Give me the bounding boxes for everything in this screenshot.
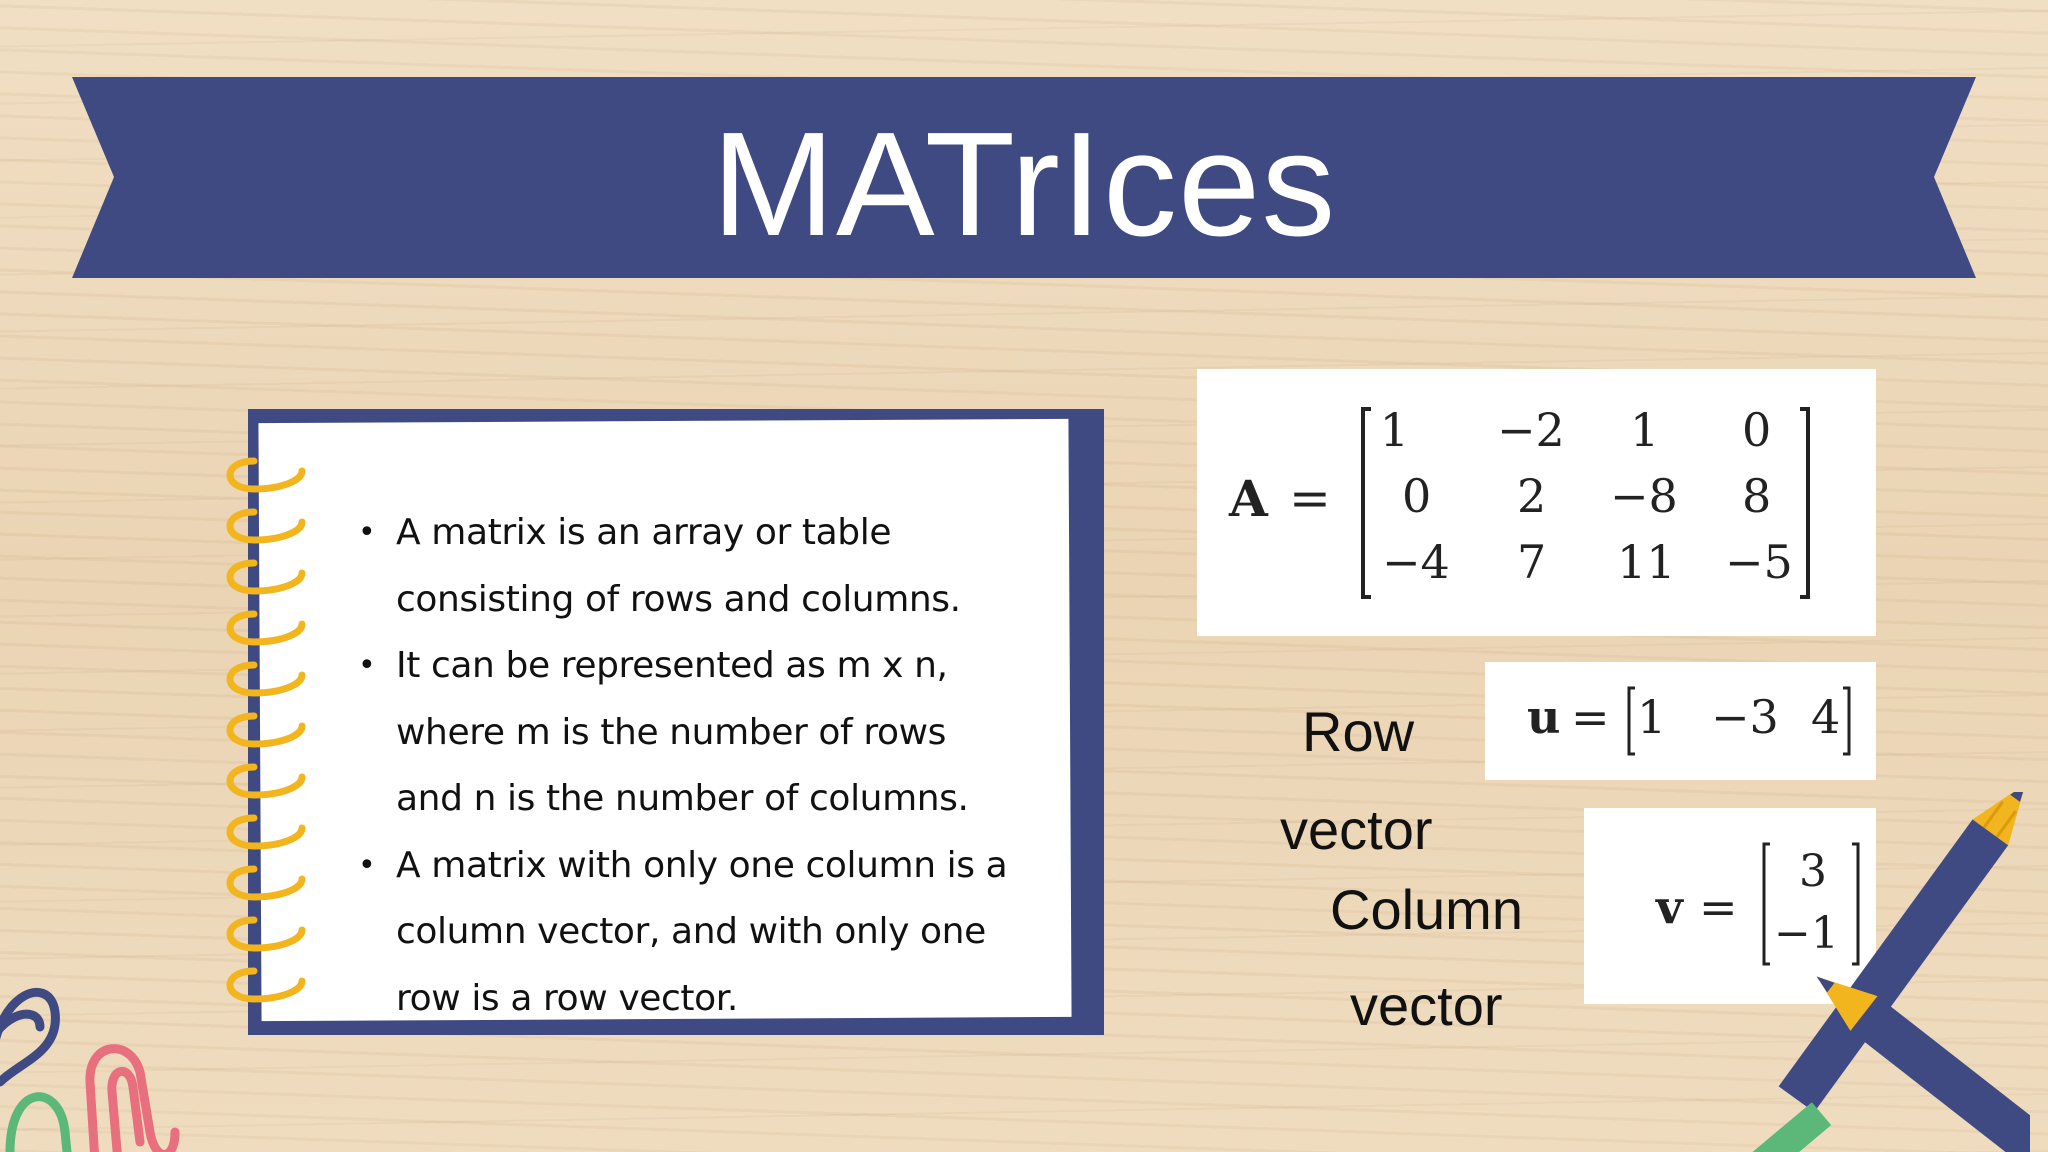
paperclip-icon xyxy=(0,932,200,1152)
row-vector-label: vector xyxy=(1280,798,1433,861)
pencil-icon xyxy=(1740,792,2030,1152)
page-title: MATrIces xyxy=(711,101,1337,267)
matrix-a-cell: 11 xyxy=(1617,535,1676,589)
note-item: • It can be represented as m x n, where m is the number of rows and n is the number of columns. xyxy=(354,633,1014,833)
note-item: • A matrix is an array or table consisting of rows and columns. xyxy=(354,500,1014,633)
row-label: Row xyxy=(1302,700,1415,763)
notes-list xyxy=(354,500,1014,1032)
matrix-a-cell: 8 xyxy=(1742,469,1772,523)
row-vector-name: u xyxy=(1527,690,1561,744)
column-vector-name: v xyxy=(1656,880,1683,934)
matrix-a-cell: −5 xyxy=(1725,535,1793,589)
title-banner xyxy=(72,77,1976,278)
matrix-a-cell: −4 xyxy=(1382,535,1450,589)
row-vector-value: 4 xyxy=(1811,690,1841,744)
column-vector-equals: = xyxy=(1699,880,1738,934)
matrix-a-name: A xyxy=(1229,469,1268,528)
matrix-a-equals: = xyxy=(1289,469,1331,527)
column-vector-value: 3 xyxy=(1799,846,1827,897)
note-item: • A matrix with only one column is a column vector, and with only one row is a row vector. xyxy=(354,833,1014,1033)
column-label: Column xyxy=(1330,878,1523,941)
matrix-a-cell: 1 xyxy=(1630,403,1660,457)
column-vector-value: −1 xyxy=(1774,908,1839,959)
matrix-a-card: A = 1 −2 1 0 0 2 −8 8 −4 7 11 −5 xyxy=(1197,369,1876,636)
spiral-binding-icon xyxy=(214,445,324,1025)
matrix-a-cell: 2 xyxy=(1517,469,1547,523)
matrix-a-cell: 0 xyxy=(1742,403,1772,457)
matrix-a-cell: 7 xyxy=(1517,535,1547,589)
row-vector-card xyxy=(1485,662,1876,780)
row-vector-equals: = xyxy=(1571,690,1610,744)
matrix-a-cell: −2 xyxy=(1497,403,1565,457)
row-vector-value: −3 xyxy=(1711,690,1779,744)
matrix-a-cell: −8 xyxy=(1610,469,1678,523)
row-vector-value: 1 xyxy=(1637,690,1667,744)
matrix-a-cell: 0 xyxy=(1402,469,1432,523)
column-vector-label: vector xyxy=(1350,974,1503,1037)
